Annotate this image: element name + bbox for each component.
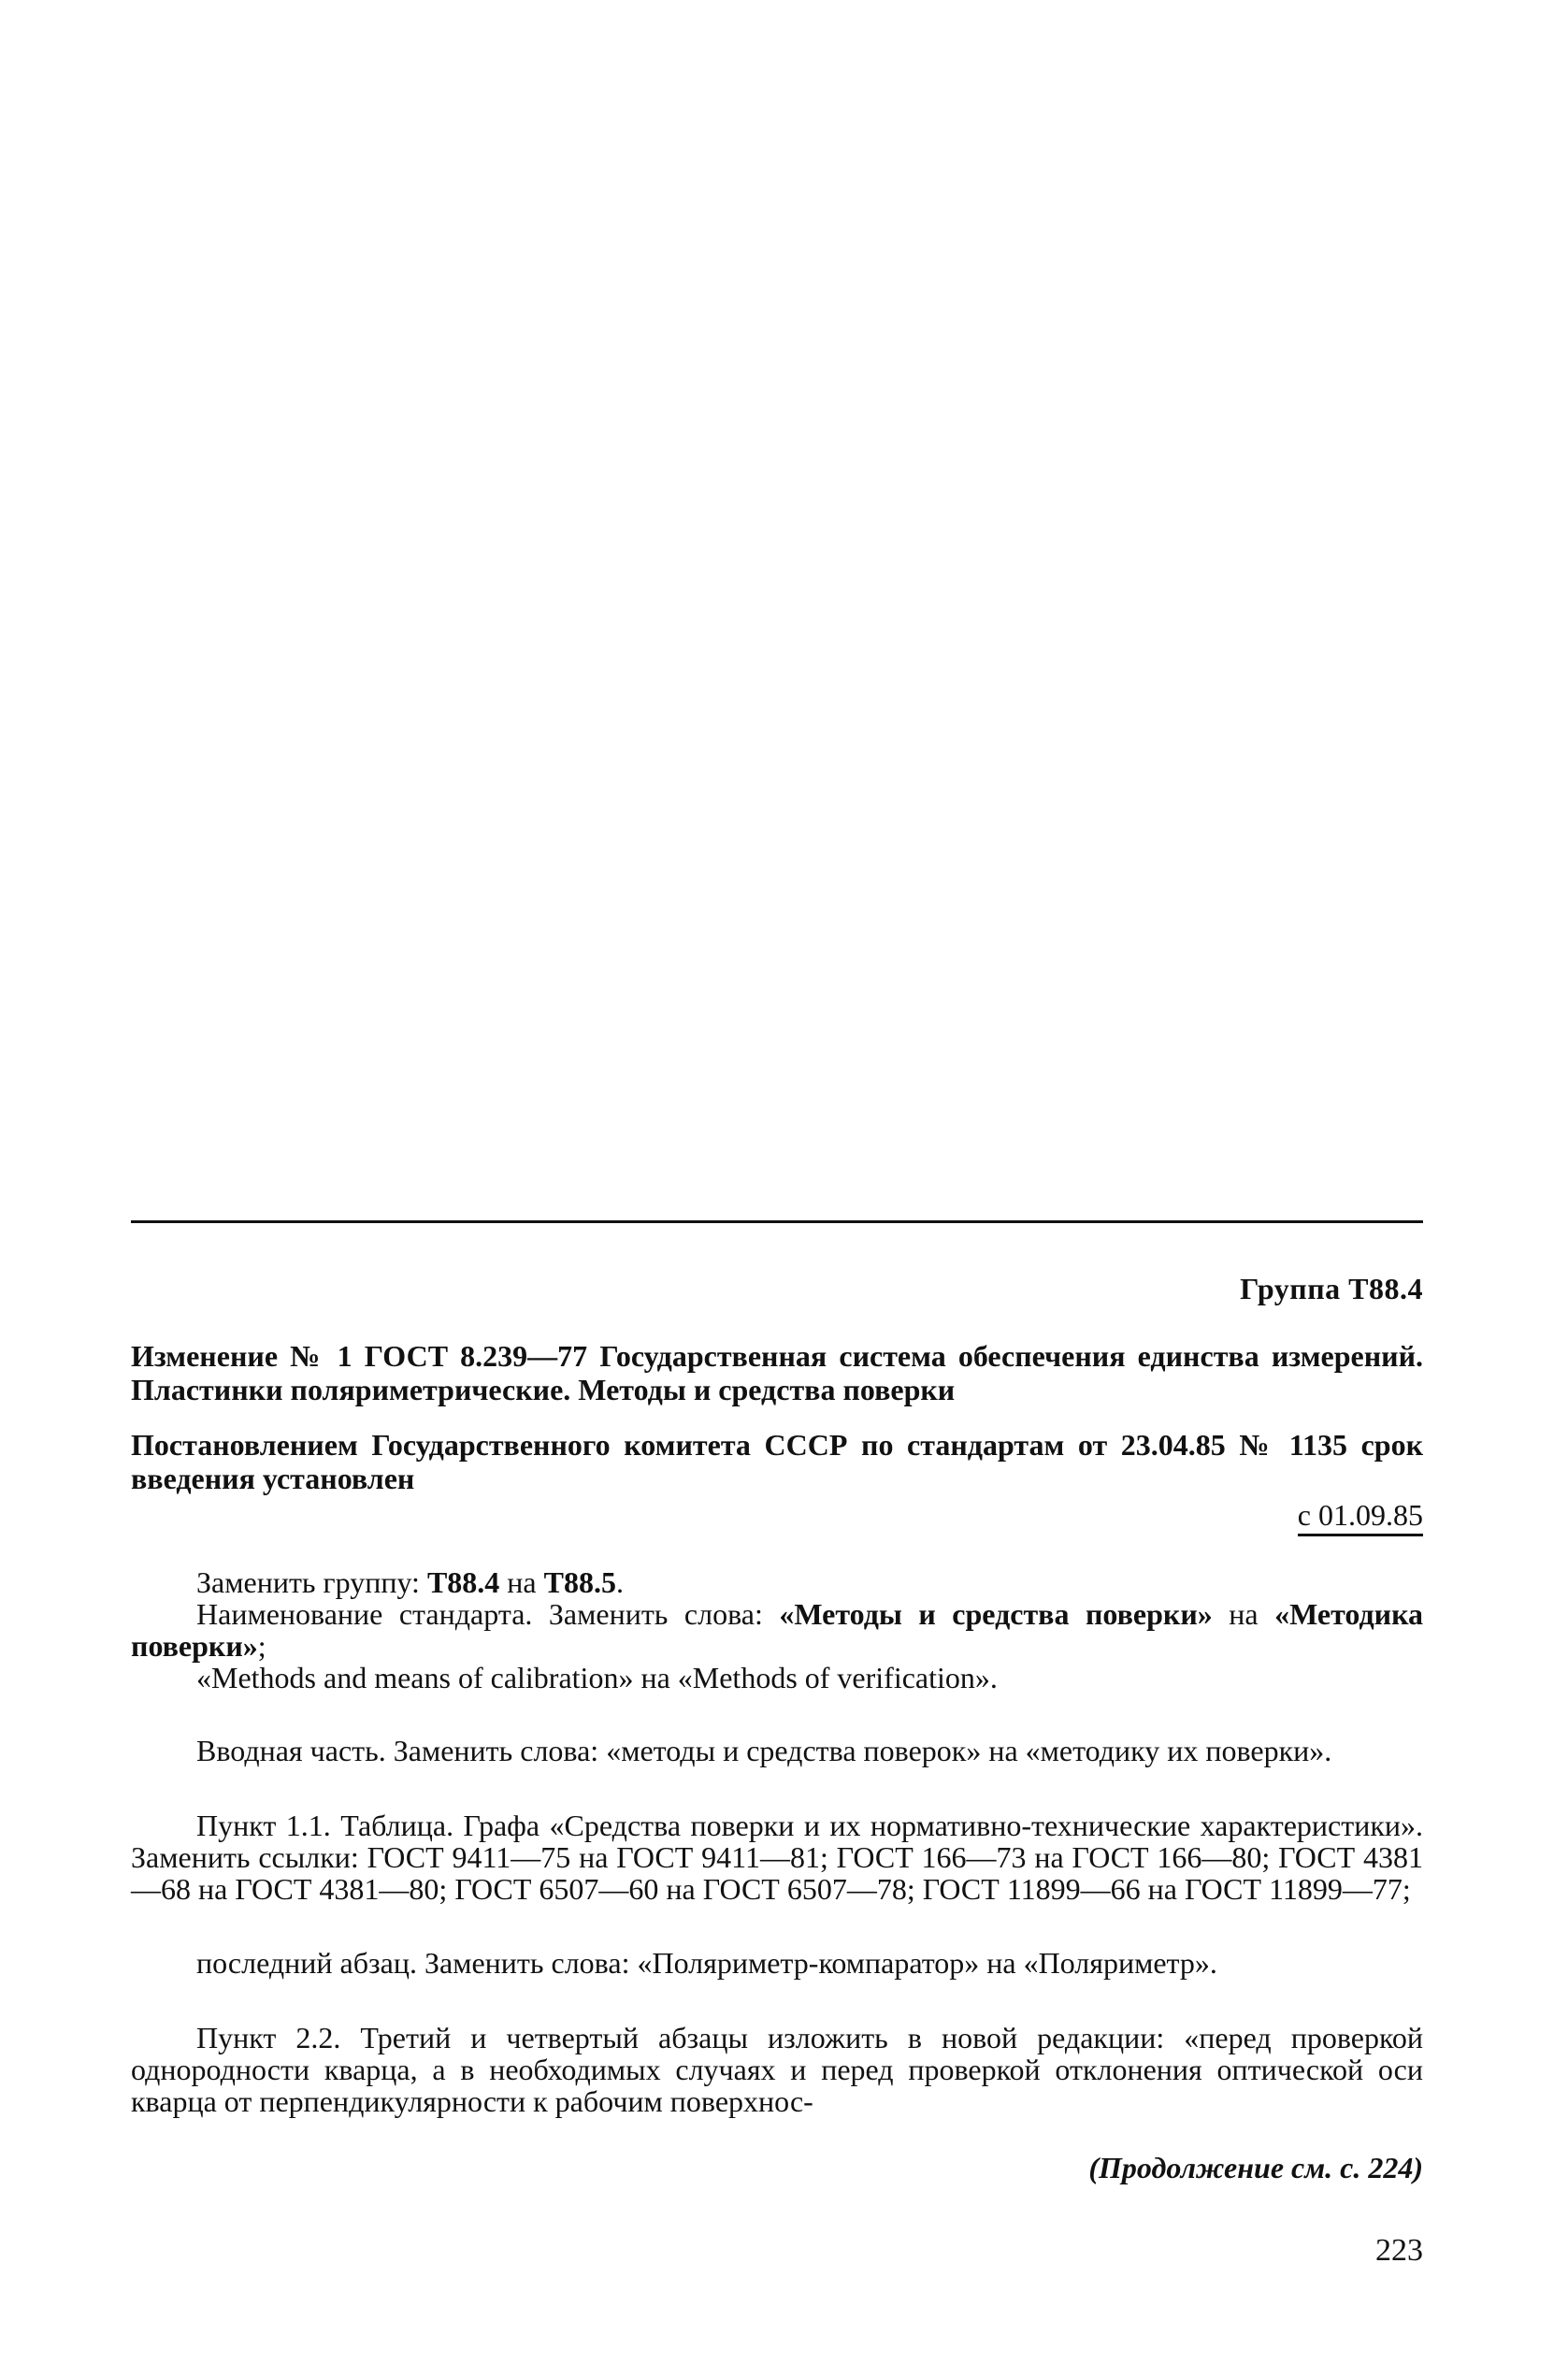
text-run: Наименование стандарта. Заменить слова:	[196, 1597, 780, 1631]
text-run-bold: Т88.4	[426, 1565, 500, 1599]
text-run: ;	[257, 1629, 266, 1663]
header-rule	[131, 1220, 1423, 1223]
body-section-5	[131, 2022, 1423, 2117]
body-section-4	[131, 1947, 1423, 1979]
paragraph-standard-name	[131, 1598, 1423, 1662]
paragraph-introduction: Вводная часть. Заменить слова: «методы и средства поверок» на «методику их поверки».	[196, 1734, 1332, 1767]
text-run-bold: Т88.5	[543, 1565, 616, 1599]
body-section-2	[131, 1735, 1423, 1766]
effective-date	[1216, 1498, 1423, 1532]
continuation-note: (Продолжение см. с. 224)	[1088, 2151, 1423, 2184]
text-run: .	[615, 1565, 624, 1599]
effective-date-text: с 01.09.85	[1298, 1498, 1423, 1536]
paragraph-last-abzac: последний абзац. Заменить слова: «Поляриметр-компаратор» на «Поляриметр».	[196, 1946, 1217, 1980]
body-section-1	[131, 1566, 1423, 1694]
paragraph-item-1-1: Пункт 1.1. Таблица. Графа «Средства поверки и их нормативно-технические характеристики». Заменить ссылки: ГОСТ 9411—75 на ГОСТ 9411—81; ГОСТ 166—73 на ГОСТ 166—80; ГОСТ 4381—68 на ГОСТ 4381—80; ГОСТ 6507—60 на ГОСТ 6507—78; ГОСТ 11899—66 на ГОСТ 11899—77;	[131, 1809, 1423, 1906]
group-label: Группа Т88.4	[1240, 1272, 1423, 1305]
text-run: Заменить группу:	[196, 1565, 427, 1599]
paragraph-replace-group	[131, 1566, 1423, 1598]
text-run: на	[499, 1565, 544, 1599]
paragraph-english-name: «Methods and means of calibration» на «Methods of verification».	[196, 1661, 998, 1694]
text-run: на	[1212, 1597, 1275, 1631]
page-number: 223	[1375, 2233, 1423, 2268]
amendment-title: Изменение № 1 ГОСТ 8.239—77 Государственная система обеспечения единства измерений. Пластинки поляриметрические. Методы и средства поверки	[131, 1339, 1423, 1406]
text-run-bold: «Методика поверки»	[131, 1597, 1424, 1663]
text-run-bold: «Методы и средства поверки»	[779, 1597, 1213, 1631]
body-section-3	[131, 1809, 1423, 1905]
decree-statement: Постановлением Государственного комитета СССР по стандартам от 23.04.85 № 1135 срок введения установлен	[131, 1428, 1423, 1495]
paragraph-item-2-2: Пункт 2.2. Третий и четвертый абзацы изложить в новой редакции: «перед проверкой однородности кварца, а в необходимых случаях и перед проверкой отклонения оптической оси кварца от перпендикулярности к рабочим поверхнос-	[131, 2021, 1423, 2118]
